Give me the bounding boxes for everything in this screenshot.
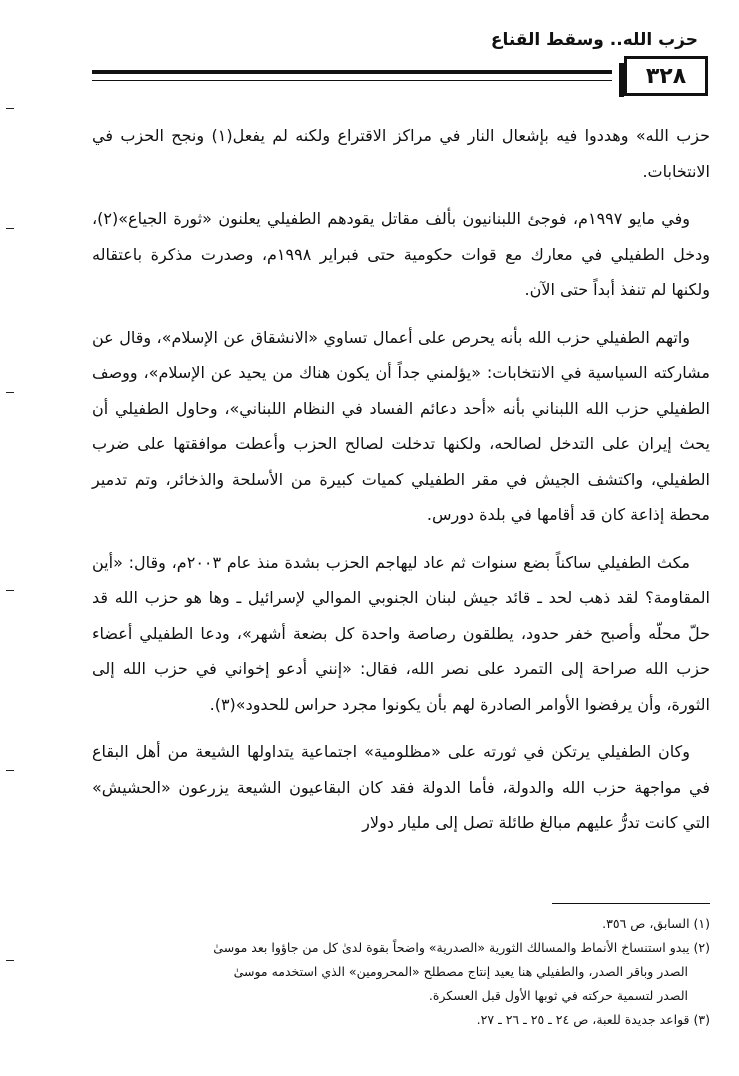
header-rule-thin: [92, 80, 612, 81]
scan-margin-mark: [6, 392, 14, 393]
footnote-1: (١) السابق، ص ٣٥٦.: [602, 916, 710, 931]
paragraph-1: حزب الله» وهددوا فيه بإشعال النار في مراكز الاقتراع ولكنه لم يفعل(١) ونجح الحزب في الانتخابات.: [92, 126, 710, 181]
running-header-title: حزب الله.. وسقط القناع: [490, 30, 698, 50]
paragraph-4: مكث الطفيلي ساكناً بضع سنوات ثم عاد ليهاجم الحزب بشدة منذ عام ٢٠٠٣م، وقال: «أين المقاومة؟ لقد ذهب لحد ـ قائد جيش لبنان الجنوبي الموالي لإسرائيل ـ وها هو حزب الله قد حلّ محلّه وأصبح خفر حدود، يطلقون رصاصة واحدة كل بضعة أشهر»، ودعا الطفيلي أعضاء حزب الله صراحة إلى التمرد على نصر الله، فقال: «إنني أدعو إخواني في حزب الله إلى الثورة، وأن يرفضوا الأوامر الصادرة لهم بأن يكونوا مجرد حراس للحدود»(٣).: [92, 552, 710, 714]
scan-margin-mark: [6, 960, 14, 961]
footnote-2: (٢) يبدو استنساخ الأنماط والمسالك الثورية «الصدرية» واضحاً بقوة لدىٰ كل من جاؤوا بعد موسىٰ: [213, 940, 710, 955]
header-rule-thick: [92, 70, 612, 74]
footnote-separator: [552, 903, 710, 904]
paragraph-2: وفي مايو ١٩٩٧م، فوجئ اللبنانيون بألف مقاتل يقودهم الطفيلي يعلنون «ثورة الجياع»(٢)، ودخل الطفيلي في معارك مع قوات حكومية حتى فبراير ١٩٩٨م، وصدرت مذكرة باعتقاله ولكنها لم تنفذ أبداً حتى الآن.: [92, 209, 710, 299]
main-body-text: [92, 118, 710, 853]
scan-margin-mark: [6, 590, 14, 591]
scan-margin-mark: [6, 770, 14, 771]
page-number: ٣٢٨: [624, 56, 708, 96]
footnote-2-continued-2: الصدر لتسمية حركته في ثوبها الأول قبل العسكرة.: [428, 988, 688, 1003]
scan-margin-mark: [6, 108, 14, 109]
paragraph-3: واتهم الطفيلي حزب الله بأنه يحرص على أعمال تساوي «الانشقاق عن الإسلام»، وقال عن مشاركته السياسية في الانتخابات: «يؤلمني جداً أن يكون هناك من يحيد عن الإسلام»، ووصف الطفيلي حزب الله اللبناني بأنه «أحد دعائم الفساد في النظام اللبناني»، وحاول الطفيلي أن يحث إيران على التدخل لصالحه، ولكنها تدخلت لصالح الحزب وأعطت موافقتها على ضرب الطفيلي، واكتشف الجيش في مقر الطفيلي كميات كبيرة من الأسلحة والذخائر، وتم تدمير محطة إذاعة كان قد أقامها في بلدة دورس.: [92, 327, 710, 524]
footnote-3: (٣) قواعد جديدة للعبة، ص ٢٤ ـ ٢٥ ـ ٢٦ ـ ٢٧.: [476, 1012, 710, 1027]
scan-margin-mark: [6, 228, 14, 229]
paragraph-5: وكان الطفيلي يرتكن في ثورته على «مظلومية» اجتماعية يتداولها الشيعة من أهل البقاع في مواجهة حزب الله والدولة، فأما الدولة فقد كان البقاعيون الشيعة يزرعون «الحشيش» التي كانت تدرُّ عليهم مبالغ طائلة تصل إلى مليار دولار: [92, 742, 710, 832]
footnotes: [92, 912, 710, 1032]
footnote-2-continued: الصدر وباقر الصدر، والطفيلي هنا يعيد إنتاج مصطلح «المحرومين» الذي استخدمه موسىٰ: [233, 964, 688, 979]
